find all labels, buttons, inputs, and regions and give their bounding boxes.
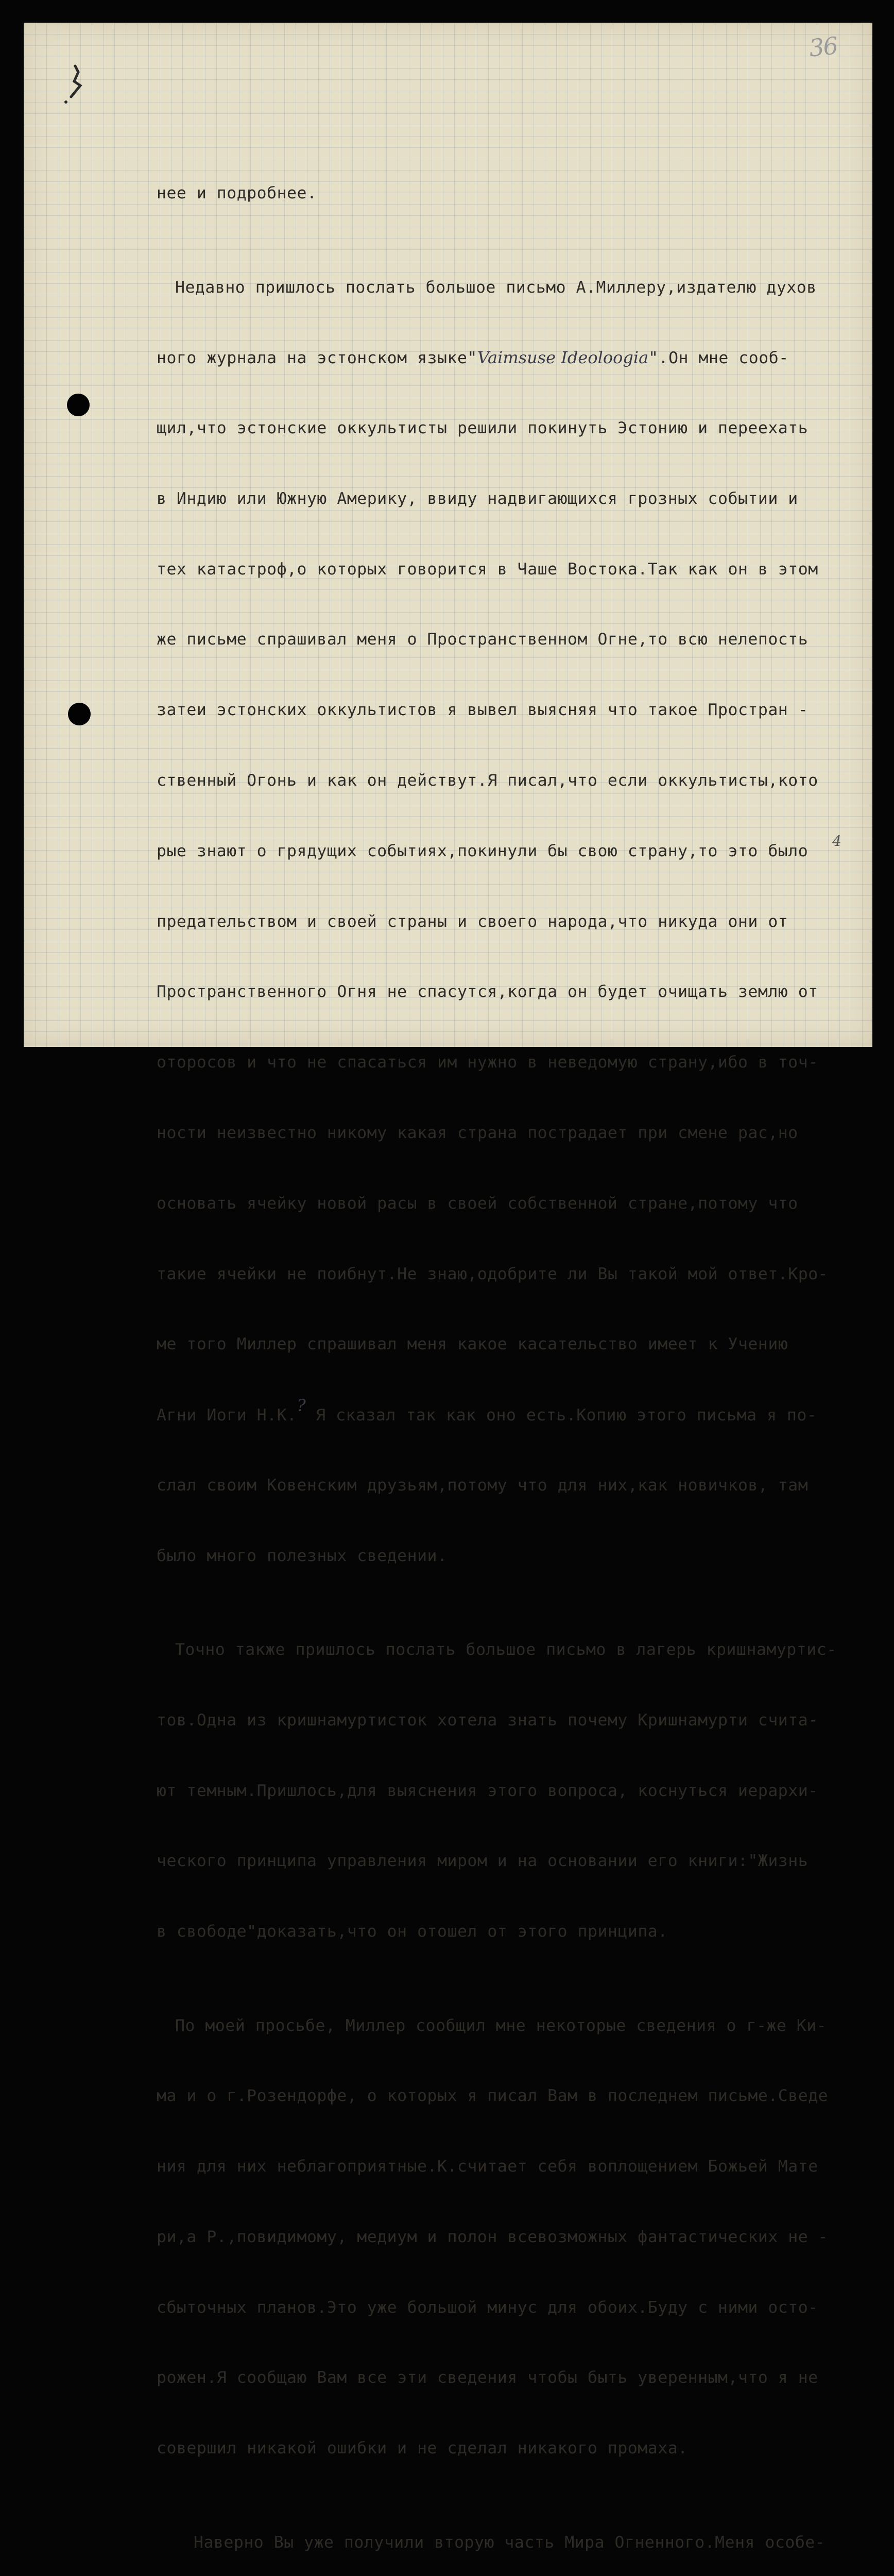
text-line: ческого принципа управления миром и на основании его книги:"Жизнь [157,1852,809,1871]
text-line: По моей просьбе, Миллер сообщил мне некоторые сведения о г-же Ки- [175,2016,827,2035]
text-line: тов.Одна из кришнамуртисток хотела знать почему Кришнамурти счита- [157,1710,818,1730]
text-segment: ного журнала на эстонском языке" [157,349,477,368]
text-line: же письме спрашивал меня о Пространственном Огне,то всю нелепость [157,630,809,649]
page-number: 36 [807,31,839,62]
text-line: ственный Огонь и как он действут.Я писал,что если оккультисты,кото [157,771,818,790]
text-line: совершил никакой ошибки и не сделал никакого промаха. [157,2439,688,2458]
text-line: отоpосов и что не спасаться им нужно в неведомую страну,ибо в точ- [157,1053,818,1072]
text-line: Недавно пришлось послать большое письмо А.Миллеру,издателю духов [175,278,817,297]
handwritten-journal-title: Vaimsuse Ideoloogia [477,348,649,368]
text-line: рожен.Я сообщаю Вам все эти сведения чтобы быть уверенным,что я не [157,2368,818,2387]
text-line: рые знают о грядущих событиях,покинули бы свою страну,то это было [157,841,809,860]
text-line: ма и о г.Розендорфе, о которых я писал Вам в последнем письме.Сведе [157,2087,829,2106]
text-line [157,346,893,370]
text-line: сбыточных планов.Это уже большой минус для обоих.Буду с ними осто- [157,2298,818,2317]
text-line: предательством и своей страны и своего народа,что никуда они от [157,912,788,931]
text-line: было много полезных сведении. [157,1546,448,1565]
text-line: Точно также пришлось послать большое письмо в лагерь кришнамуртис- [175,1640,837,1659]
handwritten-question-mark: ? [297,1396,306,1416]
punch-hole [68,703,91,725]
ink-blot-mark [60,61,91,107]
text-line: нее и подробнее. [157,184,317,203]
text-line: ют темным.Пришлось,для выяснения этого вопроса, коснуться иерархи- [157,1781,818,1800]
handwritten-margin-note: 4 [832,833,841,850]
text-line: Пространственного Огня не спасутся,когда он будет очищать землю от [157,982,818,1002]
text-line: в свободе"доказать,что он отошел от этого принципа. [157,1922,668,1941]
typed-letter-text [157,135,893,2576]
text-line: Наверно Вы уже получили вторую часть Мира Огненного.Меня особе- [194,2533,826,2552]
text-line: тех катастроф,о которых говорится в Чаше Востока.Так как он в этом [157,560,818,579]
document-page [24,23,872,2552]
text-segment: ".Он мне сооб- [648,349,789,368]
text-segment: Агни Иоги Н.К. [157,1406,297,1425]
text-line: в Индию или Южную Америку, ввиду надвигающихся грозных событии и [157,489,798,508]
text-line: такие ячейки не поибнут.Не знаю,одобрите ли Вы такой мой ответ.Кро- [157,1264,829,1283]
punch-hole [67,394,90,416]
text-line: слал своим Ковенским друзьям,потому что для них,как новичков, там [157,1476,809,1495]
text-line: ме того Миллер спрашивал меня какое касательство имеет к Учению [157,1335,788,1354]
text-line: щил,что эстонские оккультисты решили покинуть Эстонию и переехать [157,419,809,438]
text-line: ности неизвестно никому какая страна пострадает при смене рас,но [157,1123,798,1142]
text-line [157,1396,893,1427]
text-segment: Я сказал так как оно есть.Копию этого письма я по- [305,1406,817,1425]
text-line: ри,а Р.,повидимому, медиум и полон всевозможных фантастических не - [157,2227,829,2246]
text-line: затеи эстонских оккультистов я вывел выясняя что такое Простран - [157,701,809,720]
text-line: ния для них неблагоприятные.К.считает себя воплощением Божьей Мате [157,2157,818,2176]
text-line: основать ячейку новой расы в своей собственной стране,потому что [157,1194,798,1213]
